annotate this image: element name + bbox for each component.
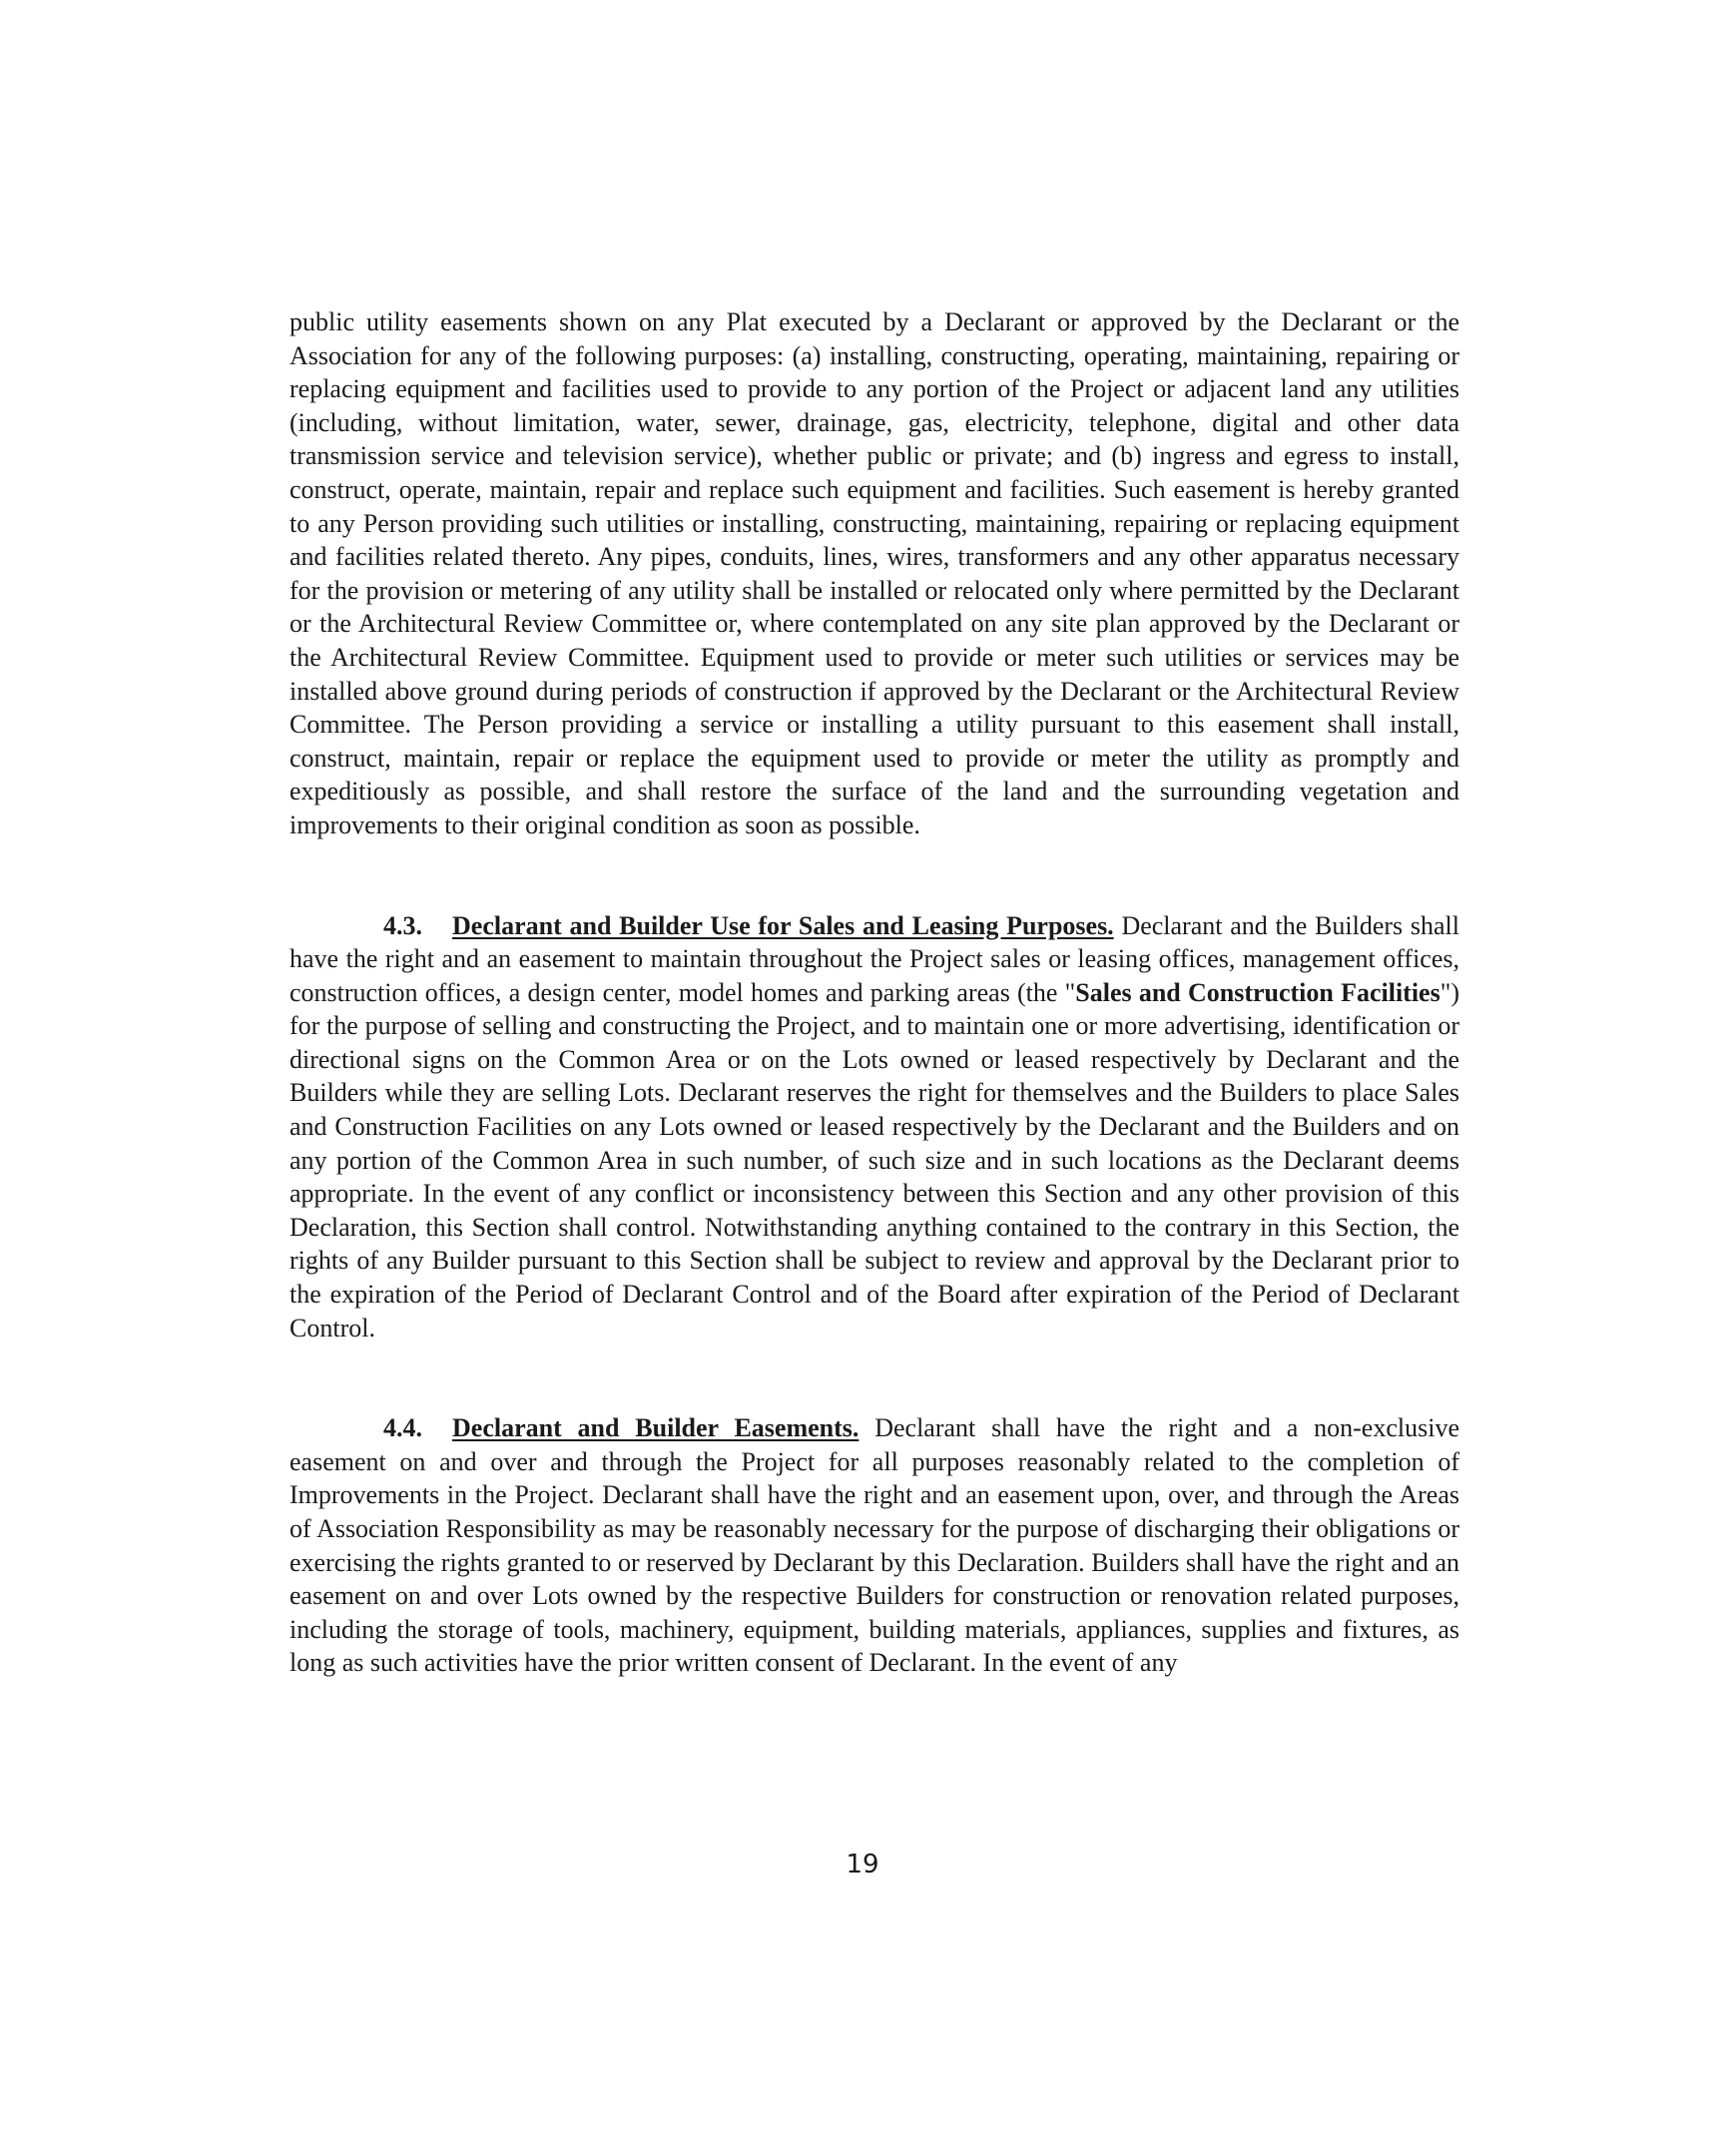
section-4-4-paragraph	[289, 1411, 1459, 1680]
page-body	[289, 305, 1459, 1680]
section-4-3-paragraph	[289, 909, 1459, 1346]
section-4-3-text-before: Declarant and the Builders shall have the right and an easement to maintain throughout the Project sales or leasing offices, management offices, construction offices, a design center, model homes and parking areas (the "	[289, 910, 1459, 1007]
section-4-4-number: 4.4.	[383, 1413, 422, 1443]
page-number: 19	[846, 1850, 879, 1880]
section-4-3-number: 4.3.	[383, 910, 422, 940]
section-4-4-text: Declarant shall have the right and a non-exclusive easement on and over and through the Project for all purposes reasonably related to the completion of Improvements in the Project. Declarant shall have the right and an easement upon, over, and through the Areas of Association Responsibility as may be reasonably necessary for the purpose of discharging their obligations or exercising the rights granted to or reserved by Declarant by this Declaration. Builders shall have the right and an easement on and over Lots owned by the respective Builders for construction or renovation related purposes, including the storage of tools, machinery, equipment, building materials, appliances, supplies and fixtures, as long as such activities have the prior written consent of Declarant. In the event of any	[289, 1413, 1459, 1678]
section-4-3-defined-term: Sales and Construction Facilities	[1075, 977, 1440, 1007]
section-4-3-title: Declarant and Builder Use for Sales and Leasing Purposes.	[452, 910, 1114, 940]
section-4-3-text-after: ") for the purpose of selling and constructing the Project, and to maintain one or more advertising, identification or directional signs on the Common Area or on the Lots owned or leased respectively by Declarant and the Builders while they are selling Lots. Declarant reserves the right for themselves and the Builders to place Sales and Construction Facilities on any Lots owned or leased respectively by the Declarant and the Builders and on any portion of the Common Area in such number, of such size and in such locations as the Declarant deems appropriate. In the event of any conflict or inconsistency between this Section and any other provision of this Declaration, this Section shall control. Notwithstanding anything contained to the contrary in this Section, the rights of any Builder pursuant to this Section shall be subject to review and approval by the Declarant prior to the expiration of the Period of Declarant Control and of the Board after expiration of the Period of Declarant Control.	[289, 977, 1459, 1343]
section-4-4-title: Declarant and Builder Easements.	[452, 1413, 860, 1443]
section-4-3	[289, 909, 1459, 1346]
continuation-paragraph: public utility easements shown on any Plat executed by a Declarant or approved by the Declarant or the Association for any of the following purposes: (a) installing, constructing, operating, maintaining, repairing or replacing equipment and facilities used to provide to any portion of the Project or adjacent land any utilities (including, without limitation, water, sewer, drainage, gas, electricity, telephone, digital and other data transmission service and television service), whether public or private; and (b) ingress and egress to install, construct, operate, maintain, repair and replace such equipment and facilities. Such easement is hereby granted to any Person providing such utilities or installing, constructing, maintaining, repairing or replacing equipment and facilities related thereto. Any pipes, conduits, lines, wires, transformers and any other apparatus necessary for the provision or metering of any utility shall be installed or relocated only where permitted by the Declarant or the Architectural Review Committee or, where contemplated on any site plan approved by the Declarant or the Architectural Review Committee. Equipment used to provide or meter such utilities or services may be installed above ground during periods of construction if approved by the Declarant or the Architectural Review Committee. The Person providing a service or installing a utility pursuant to this easement shall install, construct, maintain, repair or replace the equipment used to provide or meter the utility as promptly and expeditiously as possible, and shall restore the surface of the land and the surrounding vegetation and improvements to their original condition as soon as possible.	[289, 307, 1459, 839]
section-4-4	[289, 1411, 1459, 1680]
